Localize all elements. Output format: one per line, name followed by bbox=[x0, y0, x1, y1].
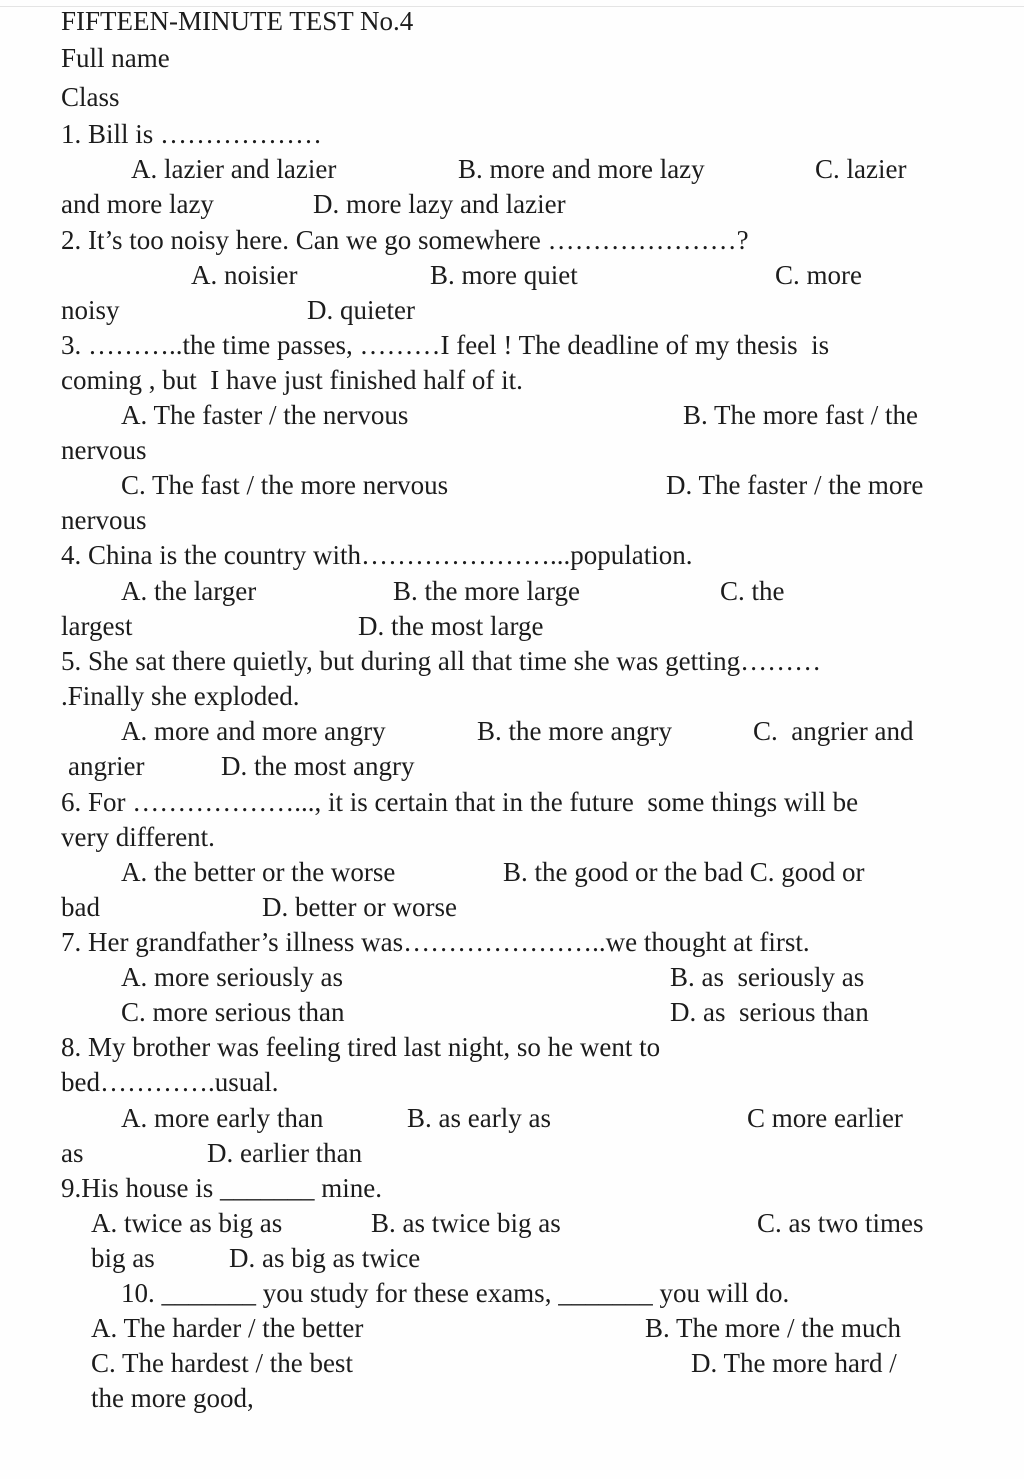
question-2-option-a: A. noisier bbox=[191, 260, 298, 290]
question-9-option-b: B. as twice big as bbox=[371, 1208, 561, 1238]
question-5-stem: 5. She sat there quietly, but during all that time she was getting……… bbox=[61, 646, 822, 676]
question-5-option-a: A. more and more angry bbox=[121, 716, 386, 746]
question-9-option-a: A. twice as big as bbox=[91, 1208, 283, 1238]
question-2-option-c-continued: noisy bbox=[61, 295, 120, 325]
full-name-label: Full name bbox=[61, 43, 170, 73]
question-7-option-a: A. more seriously as bbox=[121, 962, 343, 992]
question-1-stem: 1. Bill is ……………… bbox=[61, 119, 323, 149]
class-label: Class bbox=[61, 82, 120, 112]
question-10-option-c: C. The hardest / the best bbox=[91, 1348, 353, 1378]
question-7-option-c: C. more serious than bbox=[121, 997, 345, 1027]
question-10-option-d: D. The more hard / bbox=[691, 1348, 897, 1378]
question-8-option-d: D. earlier than bbox=[207, 1138, 363, 1168]
question-1-option-c-continued: and more lazy bbox=[61, 189, 214, 219]
question-2-stem: 2. It’s too noisy here. Can we go somewhere …………………? bbox=[61, 225, 749, 255]
question-1-option-b: B. more and more lazy bbox=[458, 154, 705, 184]
question-3-option-b: B. The more fast / the bbox=[683, 400, 918, 430]
question-3-stem-continued: coming , but I have just finished half of it. bbox=[61, 365, 523, 395]
question-8-option-c: C more earlier bbox=[747, 1103, 903, 1133]
question-8-option-b: B. as early as bbox=[407, 1103, 551, 1133]
question-2-option-b: B. more quiet bbox=[430, 260, 578, 290]
question-7-stem: 7. Her grandfather’s illness was…………………..we thought at first. bbox=[61, 927, 810, 957]
question-5-option-d: D. the most angry bbox=[221, 751, 415, 781]
question-10-option-a: A. The harder / the better bbox=[91, 1313, 364, 1343]
question-4-option-b: B. the more large bbox=[393, 576, 580, 606]
question-3-option-d-continued: nervous bbox=[61, 505, 147, 535]
question-1-option-d: D. more lazy and lazier bbox=[313, 189, 566, 219]
question-6-option-a: A. the better or the worse bbox=[121, 857, 396, 887]
question-2-option-d: D. quieter bbox=[307, 295, 415, 325]
question-4-option-a: A. the larger bbox=[121, 576, 257, 606]
question-1-option-a: A. lazier and lazier bbox=[131, 154, 337, 184]
question-8-stem-continued: bed………….usual. bbox=[61, 1067, 279, 1097]
test-title: FIFTEEN-MINUTE TEST No.4 bbox=[61, 6, 414, 36]
question-8-option-a: A. more early than bbox=[121, 1103, 324, 1133]
question-10-option-d-continued: the more good, bbox=[91, 1383, 254, 1413]
question-10-stem: 10. _______ you study for these exams, _______ you will do. bbox=[121, 1278, 790, 1308]
question-5-option-b: B. the more angry bbox=[477, 716, 672, 746]
question-6-option-d: D. better or worse bbox=[262, 892, 457, 922]
question-4-option-d: D. the most large bbox=[358, 611, 544, 641]
question-8-stem: 8. My brother was feeling tired last night, so he went to bbox=[61, 1032, 661, 1062]
question-5-option-c: C. angrier and bbox=[753, 716, 914, 746]
question-4-option-c: C. the bbox=[720, 576, 785, 606]
question-7-option-d: D. as serious than bbox=[670, 997, 869, 1027]
question-1-option-c: C. lazier bbox=[815, 154, 907, 184]
question-5-stem-continued: .Finally she exploded. bbox=[61, 681, 300, 711]
question-3-option-a: A. The faster / the nervous bbox=[121, 400, 409, 430]
question-2-option-c: C. more bbox=[775, 260, 862, 290]
question-7-option-b: B. as seriously as bbox=[670, 962, 865, 992]
question-3-option-d: D. The faster / the more bbox=[666, 470, 924, 500]
question-6-stem-continued: very different. bbox=[61, 822, 215, 852]
question-9-option-c-continued: big as bbox=[91, 1243, 155, 1273]
question-6-stem: 6. For ………………..., it is certain that in the future some things will be bbox=[61, 787, 859, 817]
question-3-option-c: C. The fast / the more nervous bbox=[121, 470, 449, 500]
question-9-option-d: D. as big as twice bbox=[229, 1243, 421, 1273]
question-9-option-c: C. as two times bbox=[757, 1208, 924, 1238]
question-6-option-c-continued: bad bbox=[61, 892, 100, 922]
question-3-stem: 3. ………..the time passes, ………I feel ! The deadline of my thesis is bbox=[61, 330, 830, 360]
question-9-stem: 9.His house is _______ mine. bbox=[61, 1173, 382, 1203]
question-10-option-b: B. The more / the much bbox=[645, 1313, 901, 1343]
question-5-option-c-continued: angrier bbox=[68, 751, 145, 781]
question-3-option-b-continued: nervous bbox=[61, 435, 147, 465]
question-4-option-c-continued: largest bbox=[61, 611, 133, 641]
question-4-stem: 4. China is the country with…………………...population. bbox=[61, 540, 693, 570]
question-8-option-c-continued: as bbox=[61, 1138, 84, 1168]
question-6-option-b-and-c: B. the good or the bad C. good or bbox=[503, 857, 865, 887]
